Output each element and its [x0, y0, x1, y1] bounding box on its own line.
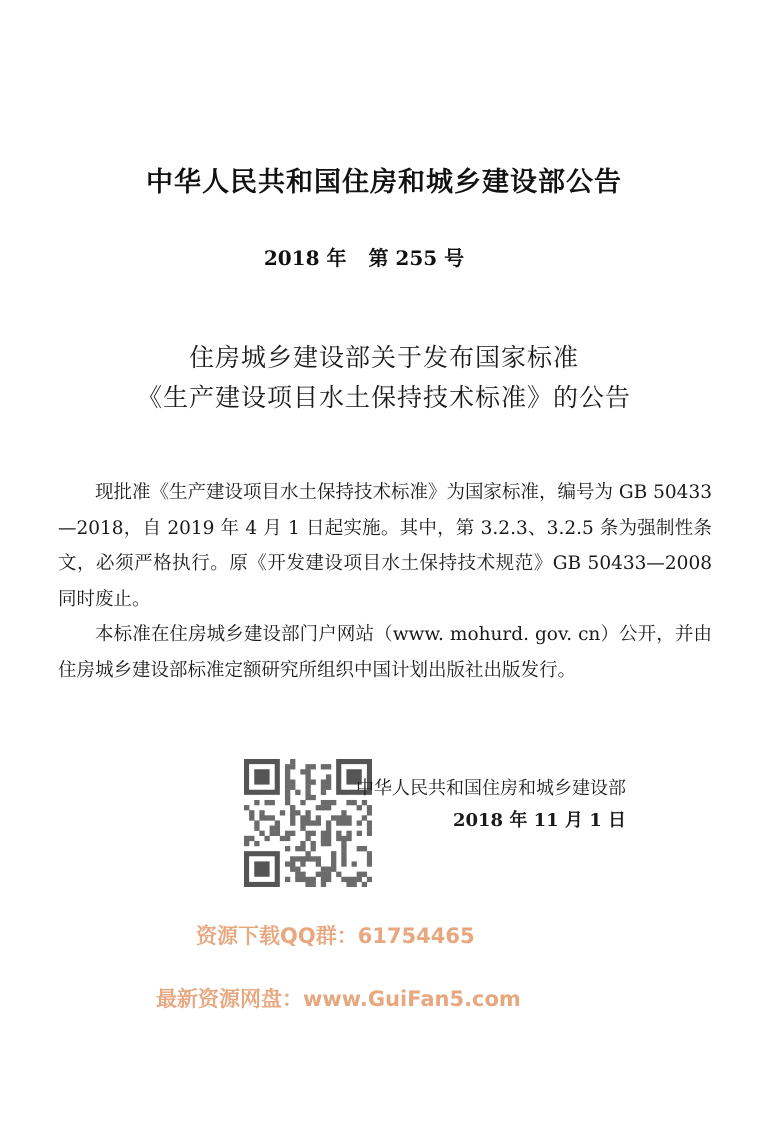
notice-title-line2: 《生产建设项目水土保持技术标准》的公告 — [136, 383, 631, 412]
qq-group-watermark: 资源下载QQ群：61754465 — [196, 924, 475, 948]
notice-title-line1: 住房城乡建设部关于发布国家标准 — [188, 343, 579, 372]
signature-date: 2018 年 11 月 1 日 — [452, 810, 626, 831]
announcement-number — [0, 242, 728, 271]
signature-organization: 中华人民共和国住房和城乡建设部 — [356, 778, 626, 799]
announcement-year: 2018 年 — [263, 246, 347, 270]
announcement-title: 中华人民共和国住房和城乡建设部公告 — [146, 167, 622, 198]
announcement-issue-number: 第 255 号 — [368, 246, 465, 270]
notice-body — [58, 475, 712, 688]
body-paragraph-1: 现批准《生产建设项目水土保持技术标准》为国家标准，编号为 GB 50433—2018，自 2019 年 4 月 1 日起实施。其中，第 3.2.3、3.2.5 条为强制性条文，必须严格执行。原《开发建设项目水土保持技术规范》GB 50433—2008 同时废止。 — [58, 482, 712, 610]
website-watermark: 最新资源网盘：www.GuiFan5.com — [156, 987, 521, 1011]
body-paragraph-2: 本标准在住房城乡建设部门户网站（www. mohurd. gov. cn）公开，并由住房城乡建设部标准定额研究所组织中国计划出版社出版发行。 — [58, 624, 712, 681]
